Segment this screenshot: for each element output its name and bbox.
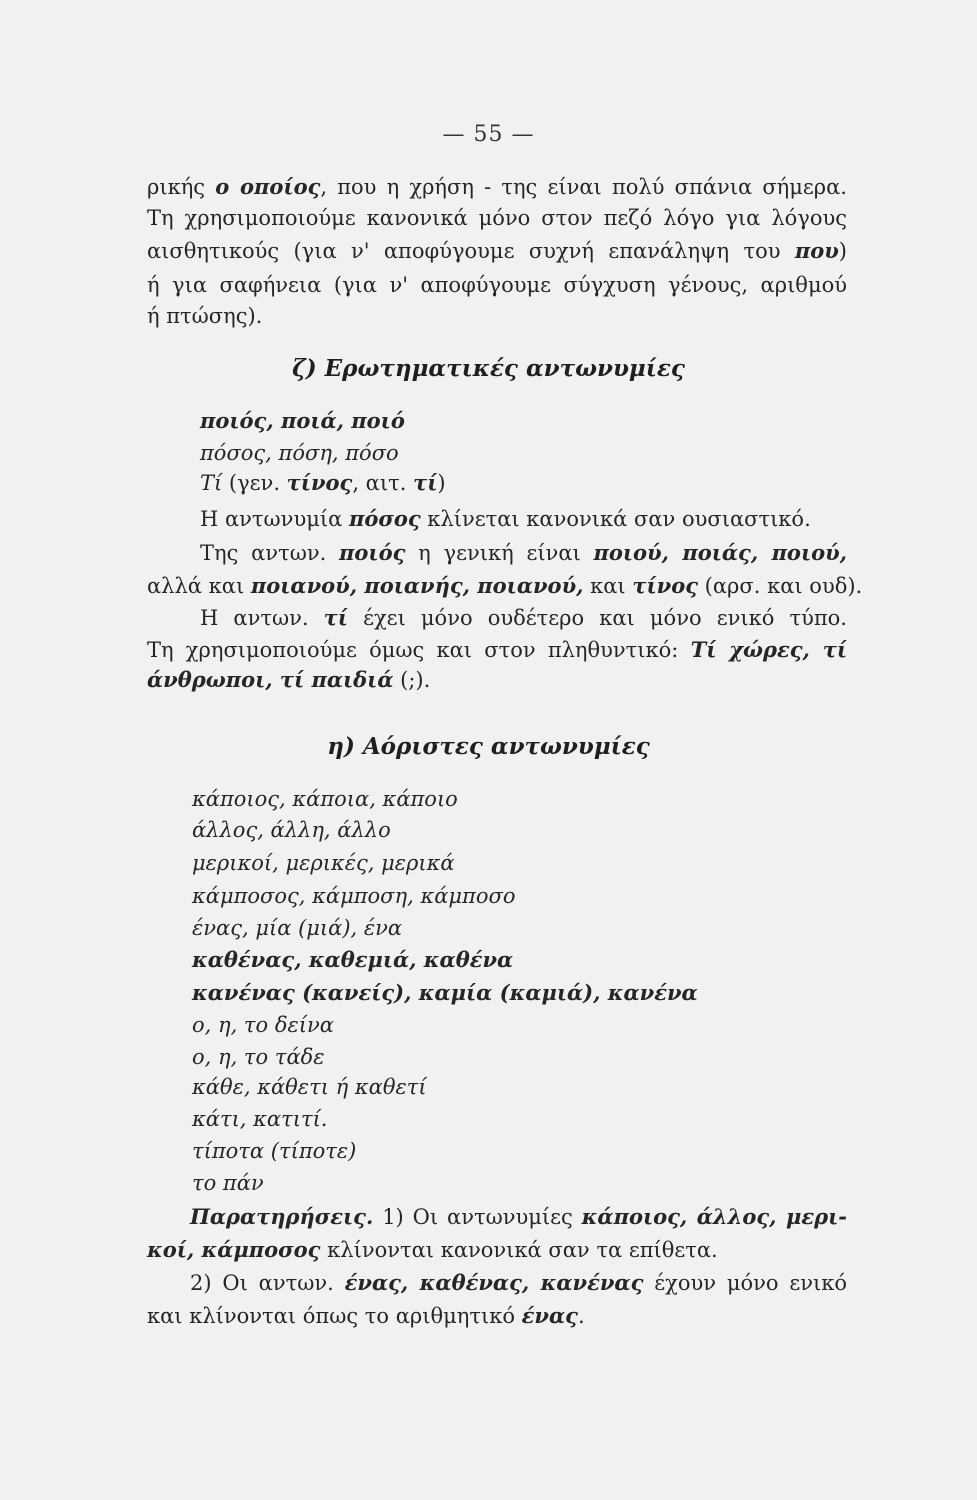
- page-number: — 55 —: [442, 122, 535, 147]
- list-item: καθένας, καθεμιά, καθένα: [192, 947, 514, 972]
- list-item: ο, η, το δείνα: [192, 1013, 334, 1037]
- list-item: ποιός, ποιά, ποιό: [200, 408, 405, 433]
- text-line: κοί, κάμποσος κλίνονται κανονικά σαν τα επίθετα.: [147, 1237, 718, 1262]
- text-line: αισθητικούς (για ν' αποφύγουμε συχνή επανάληψη του που): [147, 238, 847, 263]
- text-line: Η αντωνυμία πόσος κλίνεται κανονικά σαν ουσιαστικό.: [200, 506, 811, 531]
- list-item: κανένας (κανείς), καμία (καμιά), κανένα: [192, 980, 698, 1005]
- list-item: ο, η, το τάδε: [192, 1045, 325, 1069]
- list-item: Τί (γεν. τίνος, αιτ. τί): [200, 470, 446, 495]
- list-item: κάμποσος, κάμποση, κάμποσο: [192, 884, 516, 908]
- list-item: άλλος, άλλη, άλλο: [192, 818, 391, 842]
- text-line: και κλίνονται όπως το αριθμητικό ένας.: [147, 1303, 585, 1328]
- text-line: 2) Οι αντων. ένας, καθένας, κανένας έχουν μόνο ενικό: [190, 1270, 847, 1295]
- list-item: το πάν: [192, 1171, 264, 1195]
- text-line: Τη χρησιμοποιούμε κανονικά μόνο στον πεζό λόγο για λόγους: [147, 206, 847, 230]
- list-item: πόσος, πόση, πόσο: [200, 441, 399, 465]
- text-line: Τη χρησιμοποιούμε όμως και στον πληθυντικό: Τί χώρες, τί: [147, 637, 847, 662]
- text-line: άνθρωποι, τί παιδιά (;).: [147, 667, 431, 692]
- list-item: ένας, μία (μιά), ένα: [192, 916, 403, 940]
- text-line: αλλά και ποιανού, ποιανής, ποιανού, και τίνος (αρσ. και ουδ).: [147, 573, 863, 598]
- list-item: κάτι, κατιτί.: [192, 1107, 328, 1131]
- section-heading: ζ) Ερωτηματικές αντωνυμίες: [292, 355, 685, 382]
- list-item: τίποτα (τίποτε): [192, 1139, 357, 1163]
- text-line: Της αντων. ποιός η γενική είναι ποιού, ποιάς, ποιού,: [200, 540, 847, 565]
- list-item: μερικοί, μερικές, μερικά: [192, 851, 455, 875]
- list-item: κάθε, κάθετι ή καθετί: [192, 1075, 427, 1099]
- text-line: ή πτώσης).: [147, 304, 263, 328]
- text-line: Η αντων. τί έχει μόνο ουδέτερο και μόνο ενικό τύπο.: [200, 605, 847, 630]
- text-line: ρικής ο οποίος, που η χρήση - της είναι πολύ σπάνια σήμερα.: [147, 174, 847, 199]
- text-line: ή για σαφήνεια (για ν' αποφύγουμε σύγχυση γένους, αριθμού: [147, 273, 847, 297]
- text-line: Παρατηρήσεις. 1) Οι αντωνυμίες κάποιος, άλλος, μερι-: [190, 1204, 847, 1229]
- list-item: κάποιος, κάποια, κάποιο: [192, 787, 458, 811]
- section-heading: η) Αόριστες αντωνυμίες: [327, 733, 650, 760]
